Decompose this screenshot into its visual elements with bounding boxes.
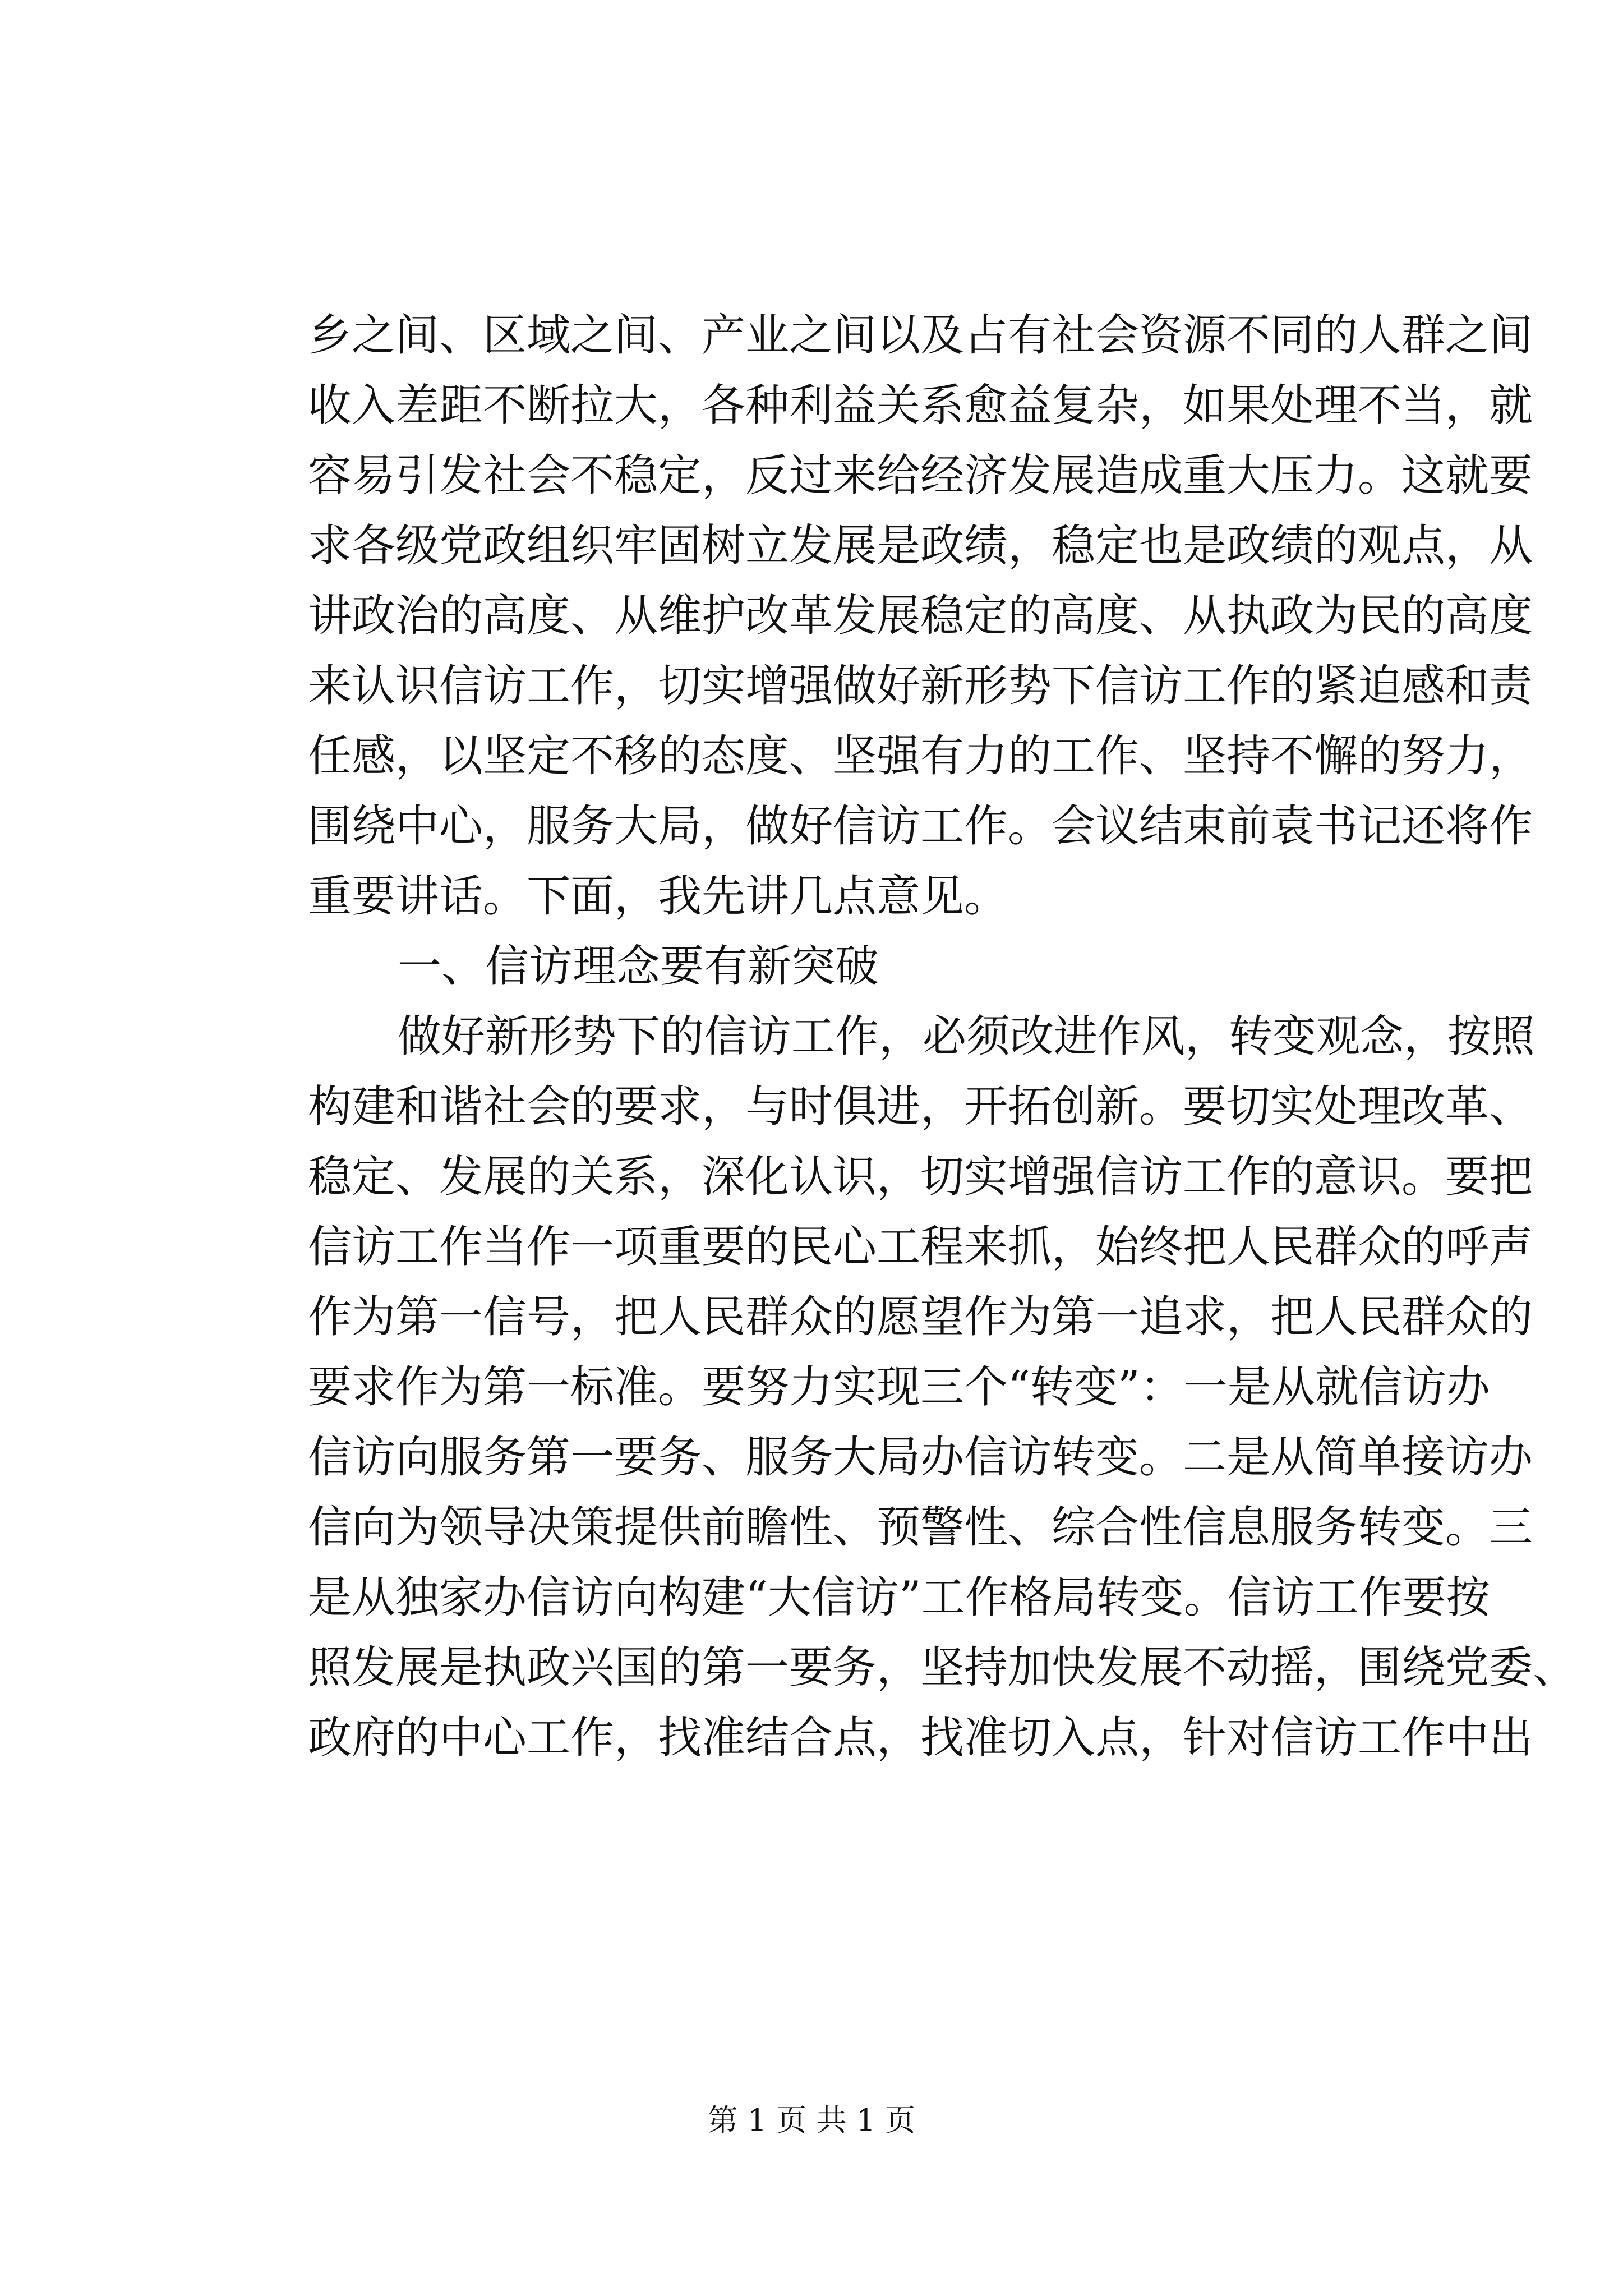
text-line: 来认识信访工作，切实增强做好新形势下信访工作的紧迫感和责 [308,661,1533,711]
text-line: 围绕中心，服务大局，做好信访工作。会议结束前袁书记还将作 [308,801,1533,852]
text-line: 信访工作当作一项重要的民心工程来抓，始终把人民群众的呼声 [308,1222,1533,1272]
text-line: 求各级党政组织牢固树立发展是政绩，稳定也是政绩的观点，从 [308,521,1533,571]
body-text [308,301,1577,1773]
text-line: 重要讲话。下面，我先讲几点意见。 [308,871,1008,922]
text-line: 容易引发社会不稳定，反过来给经济发展造成重大压力。这就要 [308,450,1533,501]
text-line: 信访向服务第一要务、服务大局办信访转变。二是从简单接访办 [308,1432,1533,1483]
text-line: 做好新形势下的信访工作，必须改进作风，转变观念，按照 [398,1011,1536,1062]
text-line: 政府的中心工作，找准结合点，找准切入点，针对信访工作中出 [308,1713,1533,1763]
text-line: 要求作为第一标准。要努力实现三个“转变”：一是从就信访办 [308,1362,1490,1412]
page-footer: 第 1 页 共 1 页 [707,2102,916,2138]
text-line: 作为第一信号，把人民群众的愿望作为第一追求，把人民群众的 [308,1292,1533,1342]
text-line: 讲政治的高度、从维护改革发展稳定的高度、从执政为民的高度 [308,591,1533,641]
section-heading: 一、信访理念要有新突破 [398,941,879,992]
text-line: 任感，以坚定不移的态度、坚强有力的工作、坚持不懈的努力， [308,731,1533,781]
text-line: 是从独家办信访向构建“大信访”工作格局转变。信访工作要按 [308,1572,1490,1623]
text-line: 构建和谐社会的要求，与时俱进，开拓创新。要切实处理改革、 [308,1082,1533,1132]
text-line: 稳定、发展的关系，深化认识，切实增强信访工作的意识。要把 [308,1152,1533,1202]
text-line: 乡之间、区域之间、产业之间以及占有社会资源不同的人群之间 [308,310,1533,361]
text-line: 信向为领导决策提供前瞻性、预警性、综合性信息服务转变。三 [308,1502,1533,1553]
text-line: 照发展是执政兴国的第一要务，坚持加快发展不动摇，围绕党委、 [308,1642,1577,1693]
text-line: 收入差距不断拉大，各种利益关系愈益复杂，如果处理不当，就 [308,380,1533,431]
